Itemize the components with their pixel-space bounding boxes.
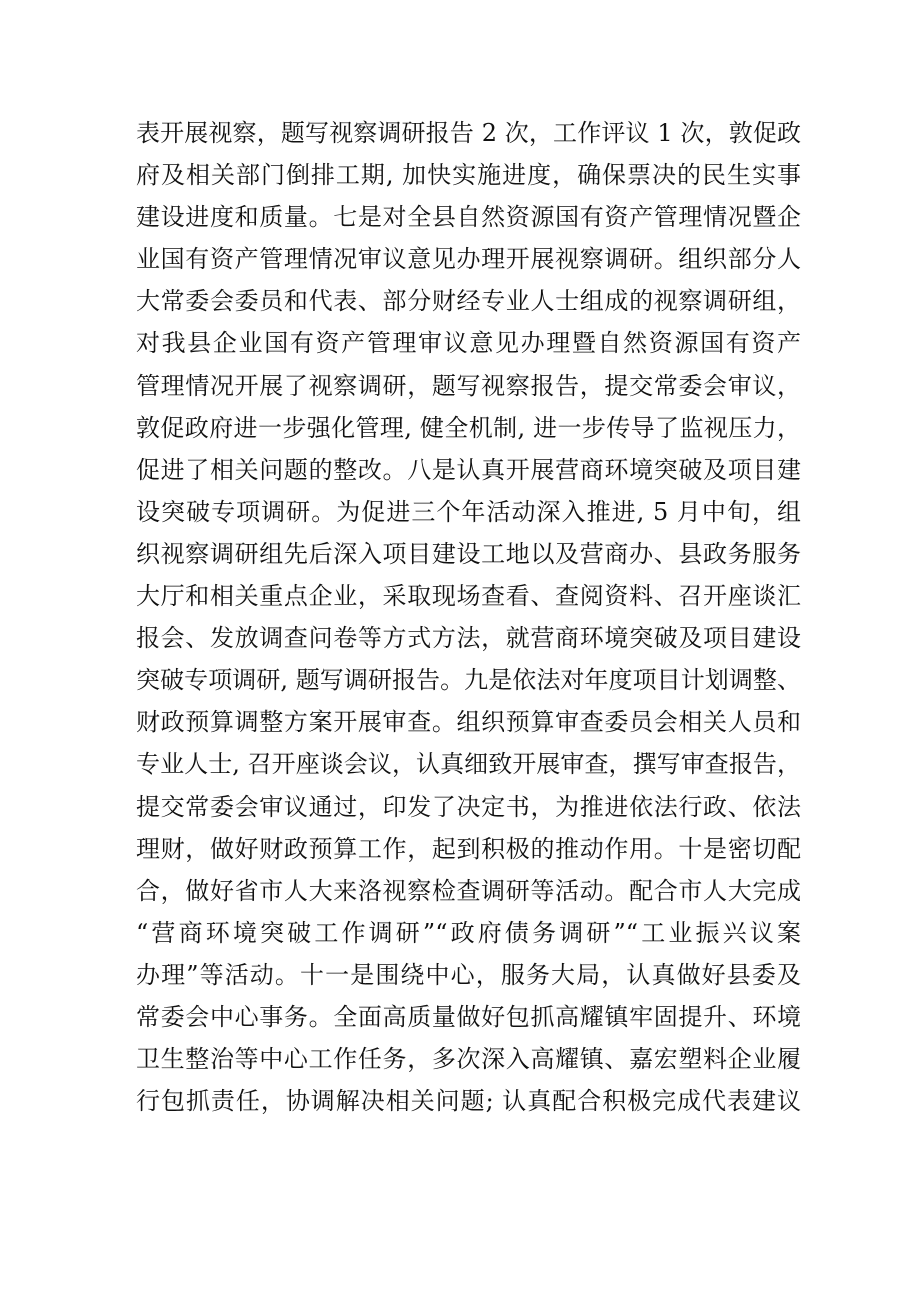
text-line: 大厅和相关重点企业，采取现场查看、查阅资料、召开座谈汇 bbox=[136, 582, 801, 611]
text-line: 报会、发放调查问卷等方式方法，就营商环境突破及项目建设 bbox=[136, 624, 801, 653]
text-line: 卫生整治等中心工作任务，多次深入高耀镇、嘉宏塑料企业履 bbox=[136, 1045, 801, 1074]
text-line: 专业人士, 召开座谈会议，认真细致开展审查，撰写审查报告， bbox=[136, 750, 801, 779]
text-line: 府及相关部门倒排工期, 加快实施进度，确保票决的民生实事 bbox=[136, 161, 801, 190]
text-line: 提交常委会审议通过，印发了决定书，为推进依法行政、依法 bbox=[136, 792, 801, 821]
text-line: 管理情况开展了视察调研，题写视察报告，提交常委会审议， bbox=[136, 371, 801, 400]
text-line: 合，做好省市人大来洛视察检查调研等活动。配合市人大完成 bbox=[136, 876, 801, 905]
text-line: 常委会中心事务。全面高质量做好包抓高耀镇牢固提升、环境 bbox=[136, 1002, 801, 1031]
text-line: 促进了相关问题的整改。八是认真开展营商环境突破及项目建 bbox=[136, 455, 801, 484]
text-line: 表开展视察，题写视察调研报告 2 次，工作评议 1 次，敦促政 bbox=[136, 119, 801, 147]
text-line: 设突破专项调研。为促进三个年活动深入推进, 5 月中旬，组 bbox=[136, 497, 801, 526]
body-text bbox=[136, 112, 801, 1122]
text-line: 对我县企业国有资产管理审议意见办理暨自然资源国有资产 bbox=[136, 329, 801, 358]
text-line: 大常委会委员和代表、部分财经专业人士组成的视察调研组， bbox=[136, 287, 801, 316]
text-line: 突破专项调研, 题写调研报告。九是依法对年度项目计划调整、 bbox=[136, 666, 801, 695]
text-line: 办理”等活动。十一是围绕中心，服务大局，认真做好县委及 bbox=[136, 960, 801, 989]
text-line: 敦促政府进一步强化管理, 健全机制, 进一步传导了监视压力， bbox=[136, 413, 801, 442]
text-line: 建设进度和质量。七是对全县自然资源国有资产管理情况暨企 bbox=[136, 203, 801, 232]
text-line: 财政预算调整方案开展审查。组织预算审查委员会相关人员和 bbox=[136, 708, 801, 737]
text-line: 业国有资产管理情况审议意见办理开展视察调研。组织部分人 bbox=[136, 245, 801, 274]
text-line: “营商环境突破工作调研”“政府债务调研”“工业振兴议案 bbox=[136, 918, 801, 947]
text-line: 理财，做好财政预算工作，起到积极的推动作用。十是密切配 bbox=[136, 834, 801, 863]
text-line: 行包抓责任，协调解决相关问题; 认真配合积极完成代表建议 bbox=[136, 1087, 801, 1116]
text-line: 织视察调研组先后深入项目建设工地以及营商办、县政务服务 bbox=[136, 539, 801, 568]
